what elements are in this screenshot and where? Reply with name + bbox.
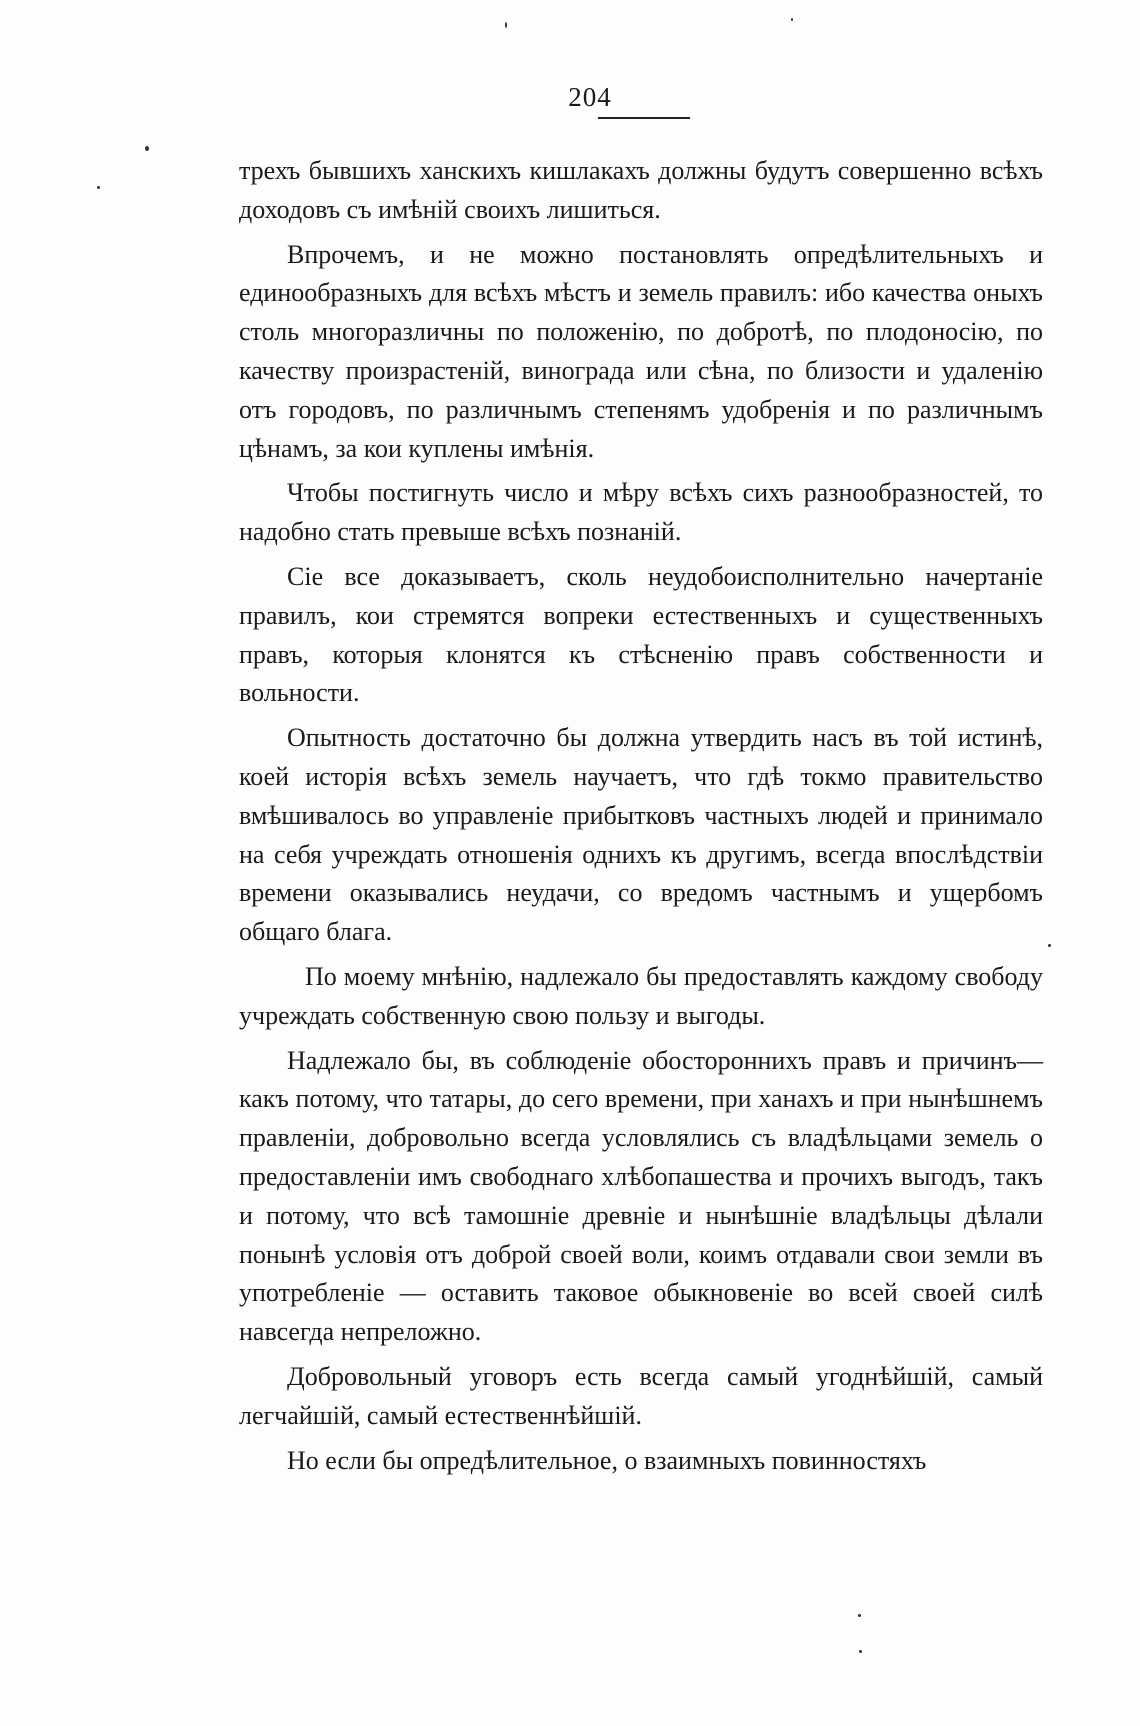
paragraph: Опытность достаточно бы должна утвердить насъ въ той истинѣ, коей исторія всѣхъ земель научаетъ, что гдѣ токмо правительство вмѣшивалось во управленіе прибытковъ частныхъ людей и принимало на себя учреждать отношенія однихъ къ другимъ, всегда впослѣдствіи времени оказывались неудачи, со вредомъ частнымъ и ущербомъ общаго блага. <box>239 723 1043 947</box>
paragraph: Но если бы опредѣлительное, о взаимныхъ повинностяхъ <box>287 1445 927 1475</box>
paragraph: Чтобы постигнуть число и мѣру всѣхъ сихъ разнообразностей, то надобно стать превыше всѣхъ познаній. <box>239 478 1043 547</box>
scan-speck <box>1048 944 1051 947</box>
paragraph: Надлежало бы, въ соблюденіе обосторонниxъ правъ и причинъ—какъ потому, что татары, до сего времени, при ханахъ и при нынѣшнемъ правленіи, добровольно всегда условлялись съ владѣльцами земель о предоставленіи имъ свободнаго хлѣбопашества и прочихъ выгодъ, такъ и потому, что всѣ тамошніе древніе и нынѣшніе владѣльцы дѣлали понынѣ условія отъ доброй своей воли, коимъ отдавали свои земли въ употребленіе — оставить таковое обыкновеніе во всей своей силѣ навсегда непреложно. <box>239 1045 1043 1347</box>
scan-speck <box>859 1650 862 1653</box>
paragraph-continued: трехъ бывшихъ ханскихъ кишлакахъ должны будутъ совершенно всѣхъ доходовъ съ имѣній своихъ лишиться. <box>239 156 1043 224</box>
scan-speck <box>97 186 100 189</box>
page-number-rule <box>598 117 690 119</box>
scan-speck <box>145 146 149 151</box>
scan-speck <box>791 18 793 21</box>
paragraph: Впрочемъ, и не можно постановлять опредѣлительныхъ и единообразныхъ для всѣхъ мѣстъ и земель правилъ: ибо качества оныхъ столь многоразличны по положенію, по добротѣ, по плодоносію, по качеству произрастеній, винограда или сѣна, по близости и удаленію отъ городовъ, по различнымъ степенямъ удобренія и по различнымъ цѣнамъ, за кои куплены имѣнія. <box>239 239 1043 463</box>
paragraph: Добровольный уговоръ есть всегда самый угоднѣйшій, самый легчайшій, самый естественнѣйшій. <box>239 1361 1043 1430</box>
paragraph: Сіе все доказываетъ, сколь неудобоисполнительно начертаніе правилъ, кои стремятся вопреки естественныхъ и существенныхъ правъ, которыя клонятся къ стѣсненію правъ собственности и вольности. <box>239 561 1043 708</box>
page-number <box>0 82 1140 117</box>
page-number-value: 204 <box>568 82 612 112</box>
paragraph: По моему мнѣнію, надлежало бы предоставлять каждому свободу учреждать собственную свою пользу и выгоды. <box>239 961 1043 1030</box>
scan-speck <box>505 22 507 28</box>
scan-speck <box>858 1614 861 1617</box>
body-text <box>239 152 1043 1486</box>
